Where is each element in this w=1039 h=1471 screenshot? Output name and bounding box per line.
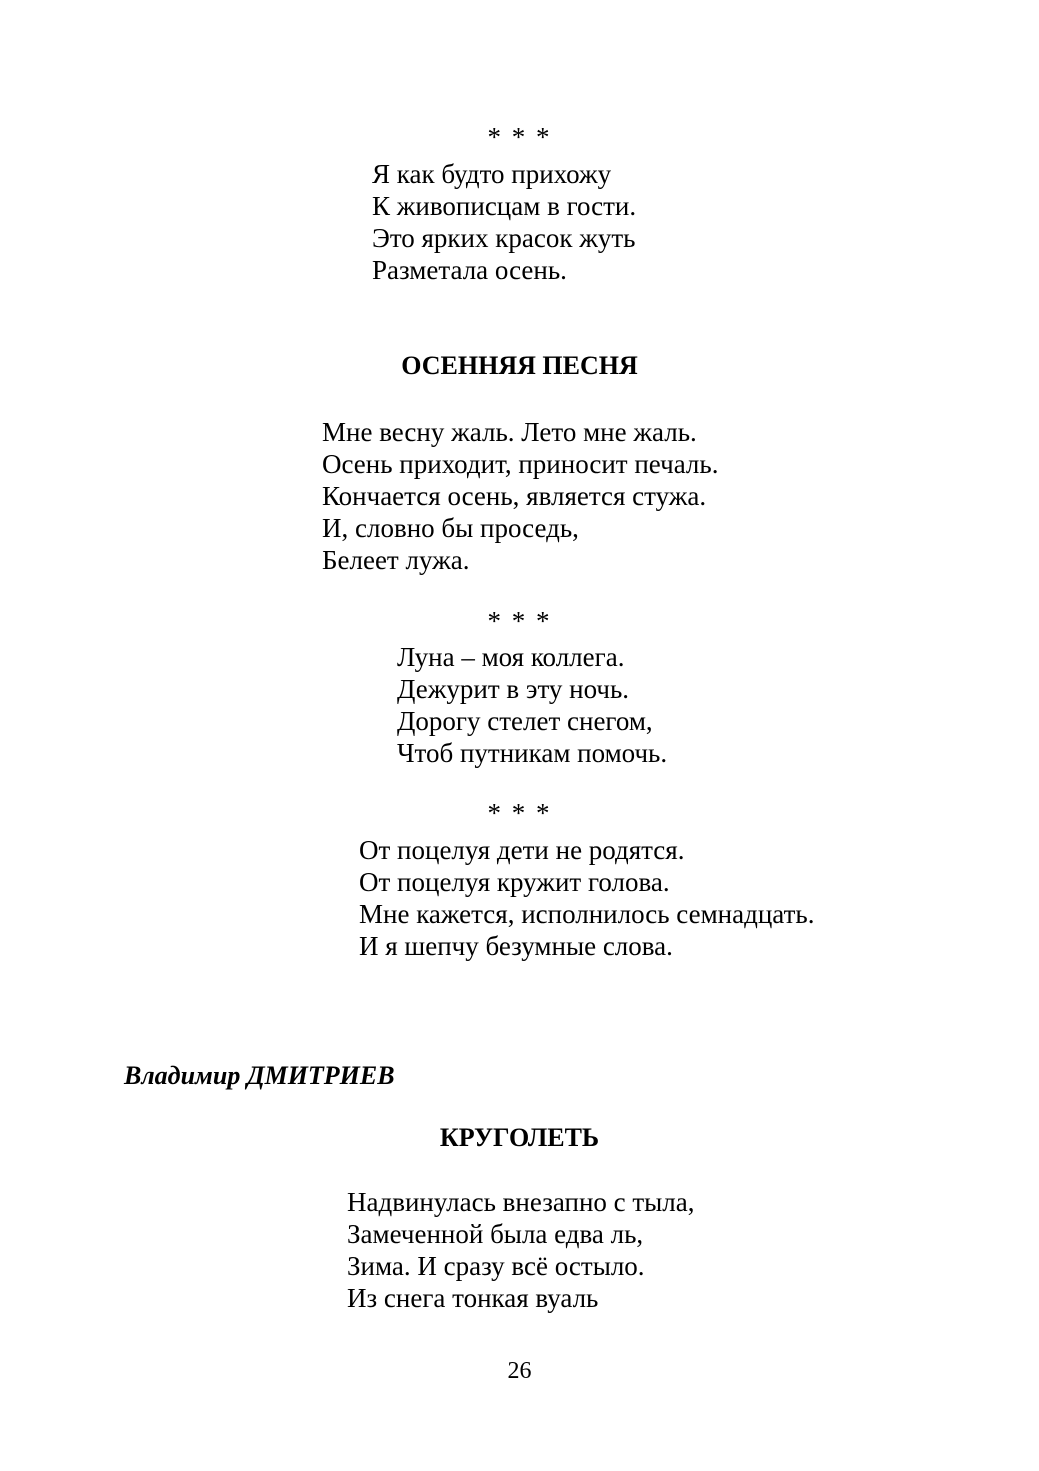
page-number: 26 [507,1358,532,1384]
poem-line: От поцелуя дети не родятся. [359,835,685,865]
poem-line: Кончается осень, является стужа. [322,481,707,511]
poem-line: И я шепчу безумные слова. [359,931,673,961]
poem-line: Разметала осень. [372,255,567,285]
poem-line: Надвинулась внезапно с тыла, [347,1187,695,1217]
stanza-marker: * * * [487,606,552,636]
poem-line: Дежурит в эту ночь. [397,674,630,704]
poem-line: Из снега тонкая вуаль [347,1283,599,1313]
poem-line: Луна – моя коллега. [397,642,625,672]
poem-title: ОСЕННЯЯ ПЕСНЯ [401,351,638,380]
author-name: Владимир ДМИТРИЕВ [124,1061,395,1090]
stanza-marker: * * * [487,798,552,828]
poem-line: Замеченной была едва ль, [347,1219,644,1249]
poem-line: Я как будто прихожу [372,159,612,189]
poem-line: Дорогу стелет снегом, [397,706,653,736]
stanza-marker: * * * [487,122,552,152]
poem-line: К живописцам в гости. [372,191,637,221]
poem-line: Мне весну жаль. Лето мне жаль. [322,417,697,447]
poem-line: Это ярких красок жуть [372,223,636,253]
poem-line: Белеет лужа. [322,545,470,575]
poem-line: И, словно бы проседь, [322,513,579,543]
poem-title: КРУГОЛЕТЬ [439,1123,600,1152]
poem-line: Чтоб путникам помочь. [397,738,668,768]
poem-line: Осень приходит, приносит печаль. [322,449,719,479]
poem-line: Зима. И сразу всё остыло. [347,1251,645,1281]
poem-line: От поцелуя кружит голова. [359,867,670,897]
poem-line: Мне кажется, исполнилось семнадцать. [359,899,815,929]
